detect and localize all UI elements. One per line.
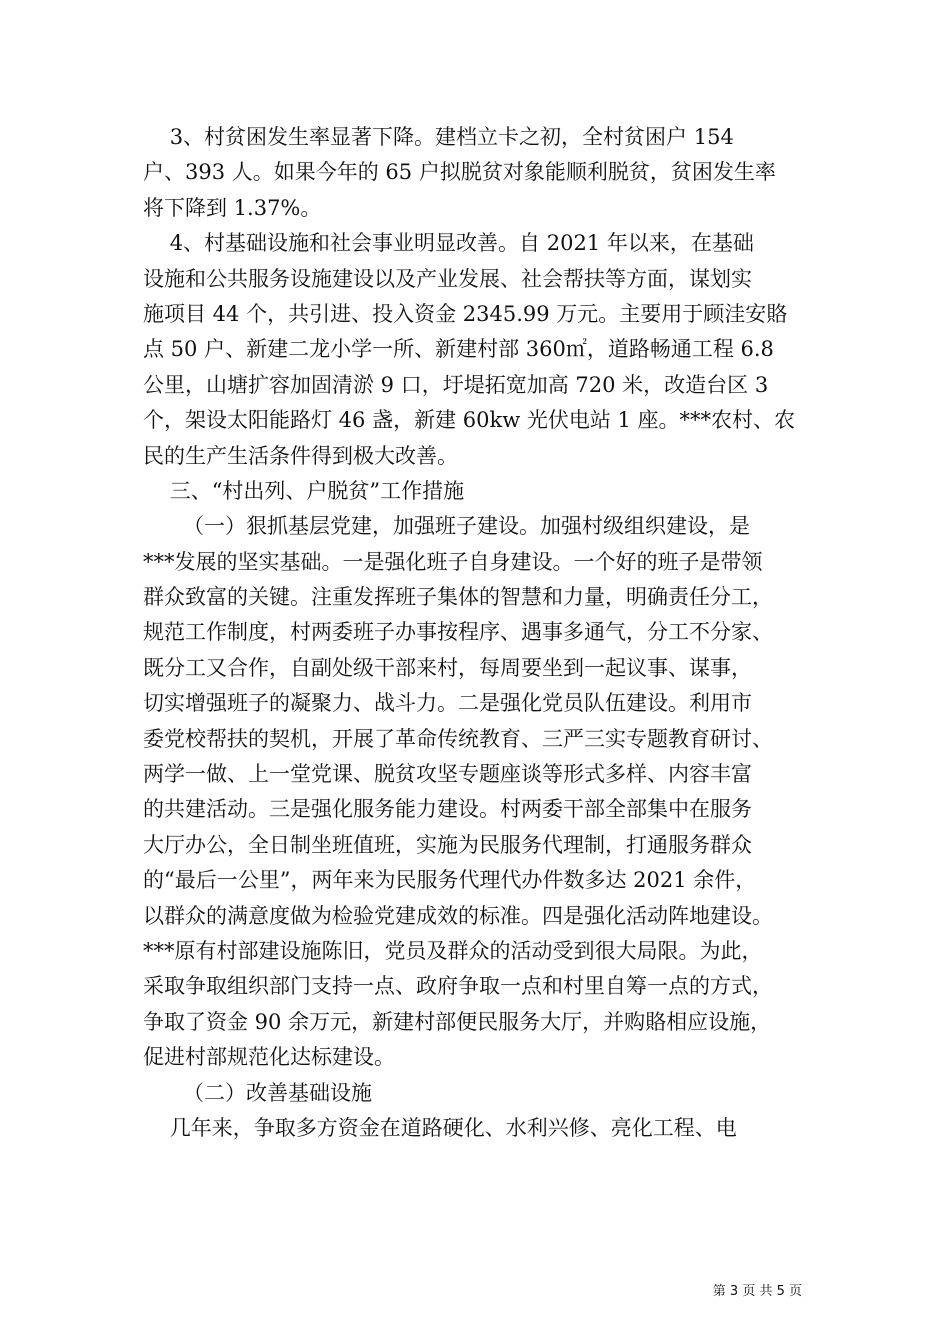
text-line: 委党校帮扶的契机，开展了革命传统教育、三严三实专题教育研讨、 <box>143 726 773 751</box>
text-line: 民的生产生活条件得到极大改善。 <box>143 443 458 468</box>
text-line: 4、村基础设施和社会事业明显改善。自 2021 年以来，在基础 <box>143 231 754 256</box>
text-line: 设施和公共服务设施建设以及产业发展、社会帮扶等方面，谋划实 <box>143 266 752 291</box>
text-line: 群众致富的关键。注重发挥班子集体的智慧和力量，明确责任分工， <box>143 585 773 610</box>
text-line: 大厅办公，全日制坐班值班，实施为民服务代理制，打通服务群众 <box>143 832 752 857</box>
text-line: （二）改善基础设施 <box>143 1080 373 1105</box>
text-line: 3、村贫困发生率显著下降。建档立卡之初，全村贫困户 154 <box>143 125 734 149</box>
text-line: （一）狠抓基层党建，加强班子建设。加强村级组织建设，是 <box>143 514 751 539</box>
text-line: 切实增强班子的凝聚力、战斗力。二是强化党员队伍建设。利用市 <box>143 691 752 716</box>
text-line: 个，架设太阳能路灯 46 盏，新建 60kw 光伏电站 1 座。***农村、农 <box>143 408 796 433</box>
text-line: 规范工作制度，村两委班子办事按程序、遇事多通气，分工不分家、 <box>143 620 773 645</box>
text-line: 以群众的满意度做为检验党建成效的标准。四是强化活动阵地建设。 <box>143 903 773 928</box>
text-line: 三、“村出列、户脱贫”工作措施 <box>143 478 465 503</box>
text-line: 既分工又合作，自副处级干部来村，每周要坐到一起议事、谋事， <box>143 655 752 680</box>
text-line: 两学一做、上一堂党课、脱贫攻坚专题座谈等形式多样、内容丰富 <box>143 762 752 787</box>
text-line: 的“最后一公里”，两年来为民服务代理代办件数多达 2021 余件， <box>143 868 757 893</box>
page-number: 第 3 页 共 5 页 <box>712 1284 802 1299</box>
text-line: 户、393 人。如果今年的 65 户拟脱贫对象能顺利脱贫，贫困发生率 <box>143 160 776 185</box>
text-line: ***原有村部建设施陈旧，党员及群众的活动受到很大局限。为此， <box>143 938 763 963</box>
text-line: 公里，山塘扩容加固清淤 9 口，圩堤拓宽加高 720 米，改造台区 3 <box>143 372 769 397</box>
text-line: 几年来，争取多方资金在道路硬化、水利兴修、亮化工程、电 <box>143 1115 737 1140</box>
text-line: 促进村部规范化达标建设。 <box>143 1045 395 1070</box>
text-line: 的共建活动。三是强化服务能力建设。村两委干部全部集中在服务 <box>143 797 752 822</box>
text-line: 争取了资金 90 余万元，新建村部便民服务大厅，并购賂相应设施， <box>143 1009 772 1034</box>
text-line: 施项目 44 个，共引进、投入资金 2345.99 万元。主要用于顾洼安賂 <box>143 301 788 326</box>
text-line: 采取争取组织部门支持一点、政府争取一点和村里自筹一点的方式， <box>143 974 773 999</box>
text-line: 将下降到 1.37%。 <box>143 195 322 220</box>
text-line: 点 50 户、新建二龙小学一所、新建村部 360㎡，道路畅通工程 6.8 <box>143 337 774 362</box>
body-text <box>143 120 809 1146</box>
text-line: ***发展的坚实基础。一是强化班子自身建设。一个好的班子是带领 <box>143 549 763 574</box>
